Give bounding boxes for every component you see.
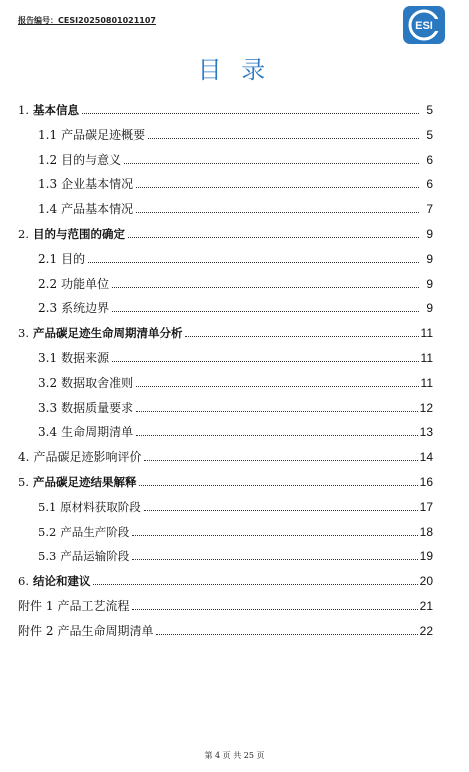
toc-entry-text: 数据质量要求 — [61, 400, 134, 415]
toc-entry-label — [18, 450, 142, 464]
toc-entry-label — [38, 153, 122, 167]
toc-leader-dots — [136, 187, 419, 188]
toc-entry-label — [38, 351, 110, 365]
toc-entry-number: 1.1 — [38, 127, 58, 142]
toc-entry-page: 9 — [426, 276, 433, 291]
toc-entry[interactable] — [38, 492, 433, 514]
toc-leader-dots — [136, 411, 418, 412]
toc-leader-dots — [93, 584, 417, 585]
toc-entry-label — [38, 500, 142, 514]
svg-text:ESI: ESI — [415, 20, 433, 32]
toc-entry-number: 1.2 — [38, 152, 58, 167]
toc-leader-dots — [185, 336, 418, 337]
toc-entry-page: 11 — [420, 351, 433, 365]
toc-entry-label — [18, 624, 154, 638]
toc-entry-number: 附件 2 — [18, 623, 54, 638]
cesi-logo — [402, 5, 446, 45]
toc-entry-text: 目的与范围的确定 — [32, 227, 125, 241]
page-title: 目 录 — [197, 56, 272, 84]
toc-entry-label — [18, 574, 91, 588]
toc-entry-number: 3.3 — [38, 400, 58, 415]
toc-entry-text: 产品碳足迹生命周期清单分析 — [32, 326, 183, 341]
toc-entry-number: 5.1 — [38, 499, 57, 514]
toc-leader-dots — [82, 113, 419, 114]
toc-entry-label — [38, 425, 134, 439]
toc-entry-number: 2.3 — [38, 301, 58, 316]
toc-leader-dots — [132, 535, 417, 536]
toc-entry-text: 目的与意义 — [61, 152, 122, 167]
toc-entry-page: 11 — [420, 326, 433, 341]
toc-entry-text: 数据来源 — [61, 351, 110, 365]
toc-entry[interactable] — [38, 169, 433, 191]
toc-entry-text: 企业基本情况 — [61, 177, 134, 192]
toc-entry-number: 3. — [18, 326, 29, 341]
toc-entry-page: 6 — [426, 177, 433, 192]
toc-leader-dots — [112, 361, 418, 362]
toc-entry-page: 9 — [426, 251, 433, 266]
toc-entry-page: 9 — [426, 227, 433, 241]
toc-leader-dots — [124, 163, 419, 164]
toc-entry-label — [38, 401, 134, 415]
toc-leader-dots — [136, 212, 419, 213]
toc-entry-number: 5.3 — [38, 549, 57, 564]
toc-entry-label — [38, 376, 134, 390]
toc-entry-page: 21 — [419, 599, 433, 613]
toc-entry-text: 基本信息 — [32, 103, 79, 117]
toc-leader-dots — [132, 609, 417, 610]
toc-entry-page: 22 — [419, 623, 433, 638]
toc-entry-label — [18, 227, 126, 241]
toc-leader-dots — [156, 634, 417, 635]
toc-entry-number: 3.2 — [38, 375, 58, 390]
toc-entry-page: 6 — [426, 152, 433, 167]
toc-entry-text: 产品基本情况 — [61, 202, 134, 217]
toc-entry[interactable] — [38, 120, 433, 142]
toc-entry-text: 生命周期清单 — [61, 425, 134, 440]
toc-leader-dots — [88, 262, 419, 263]
toc-entry-number: 附件 1 — [18, 599, 54, 613]
toc-entry[interactable] — [18, 442, 433, 464]
toc-entry-number: 5. — [18, 475, 29, 489]
toc-entry-number: 2. — [18, 227, 29, 241]
toc-entry-page: 11 — [420, 375, 433, 390]
toc-entry-text: 结论和建议 — [32, 574, 91, 589]
toc-leader-dots — [144, 510, 418, 511]
toc-entry-page: 12 — [419, 400, 433, 415]
toc-entry-page: 13 — [419, 425, 433, 440]
toc-entry-label — [38, 301, 110, 315]
toc-leader-dots — [112, 311, 419, 312]
toc-entry[interactable] — [38, 194, 433, 216]
toc-entry-page: 18 — [419, 524, 433, 539]
toc-entry[interactable] — [38, 393, 433, 415]
toc-entry-label — [38, 252, 86, 266]
toc-entry-text: 产品生产阶段 — [60, 524, 130, 539]
toc-entry-label — [38, 525, 130, 539]
toc-entry-page: 5 — [426, 127, 433, 142]
toc-entry-text: 产品碳足迹结果解释 — [32, 475, 137, 489]
toc-entry[interactable] — [38, 343, 433, 365]
toc-entry-text: 产品运输阶段 — [60, 549, 130, 564]
toc-entry-text: 数据取舍准则 — [61, 375, 134, 390]
toc-entry-label — [18, 326, 183, 340]
toc-entry[interactable] — [18, 318, 433, 340]
page-footer: 第 4 页 共 25 页 — [204, 751, 265, 760]
toc-entry-number: 2.2 — [38, 276, 58, 291]
toc-entry-label — [38, 177, 134, 191]
toc-entry-text: 产品工艺流程 — [57, 599, 130, 613]
toc-entry-number: 1.3 — [38, 177, 58, 192]
toc-entry-label — [18, 103, 80, 117]
toc-leader-dots — [128, 237, 419, 238]
toc-entry-page: 5 — [426, 103, 433, 117]
toc-entry[interactable] — [38, 417, 433, 439]
toc-leader-dots — [136, 435, 418, 436]
toc-entry-text: 目的 — [61, 251, 86, 266]
toc-leader-dots — [144, 460, 417, 461]
toc-leader-dots — [139, 485, 417, 486]
toc-entry[interactable] — [38, 368, 433, 390]
toc-entry[interactable] — [18, 591, 433, 613]
toc-entry-label — [38, 128, 146, 142]
toc-entry-page: 7 — [426, 202, 433, 217]
toc-entry-number: 3.4 — [38, 425, 58, 440]
toc-entry-page: 17 — [419, 499, 433, 514]
toc-entry-text: 产品碳足迹影响评价 — [33, 450, 142, 465]
toc-entry-number: 1. — [18, 103, 29, 117]
toc-entry[interactable] — [38, 517, 433, 539]
toc-entry[interactable] — [18, 467, 433, 489]
toc-entry-page: 19 — [419, 549, 433, 564]
report-number: 报告编号：CESI20250801021107 — [18, 16, 157, 25]
toc-entry-label — [18, 599, 130, 613]
toc-entry-page: 16 — [419, 475, 433, 489]
toc-entry-label — [18, 475, 137, 489]
toc-entry[interactable] — [18, 616, 433, 638]
toc-leader-dots — [112, 287, 419, 288]
toc-entry-text: 产品碳足迹概要 — [61, 127, 146, 142]
toc-entry[interactable] — [38, 541, 433, 563]
toc-entry[interactable] — [38, 145, 433, 167]
toc-leader-dots — [136, 386, 418, 387]
toc-entry-number: 3.1 — [38, 351, 58, 365]
toc-entry-text: 系统边界 — [61, 301, 110, 316]
toc-entry-text: 产品生命周期清单 — [57, 623, 154, 638]
toc-entry-page: 9 — [426, 301, 433, 316]
toc-entry-number: 2.1 — [38, 251, 58, 266]
toc-entry[interactable] — [38, 293, 433, 315]
toc-entry-label — [38, 277, 110, 291]
toc-entry-number: 1.4 — [38, 202, 58, 217]
toc-entry[interactable] — [18, 95, 433, 117]
toc-entry-label — [38, 549, 130, 563]
toc-entry[interactable] — [38, 269, 433, 291]
toc-entry-label — [38, 202, 134, 216]
toc-entry-number: 5.2 — [38, 524, 57, 539]
toc-entry[interactable] — [18, 566, 433, 588]
toc-entry-page: 20 — [419, 574, 433, 589]
toc-entry-page: 14 — [419, 450, 433, 465]
toc-leader-dots — [132, 559, 417, 560]
toc-entry-number: 6. — [18, 574, 29, 589]
toc-entry-text: 原材料获取阶段 — [60, 499, 141, 514]
toc-entry[interactable] — [18, 219, 433, 241]
toc-leader-dots — [148, 138, 419, 139]
toc-entry-text: 功能单位 — [61, 276, 110, 291]
toc-entry[interactable] — [38, 244, 433, 266]
toc-entry-number: 4. — [18, 450, 30, 465]
